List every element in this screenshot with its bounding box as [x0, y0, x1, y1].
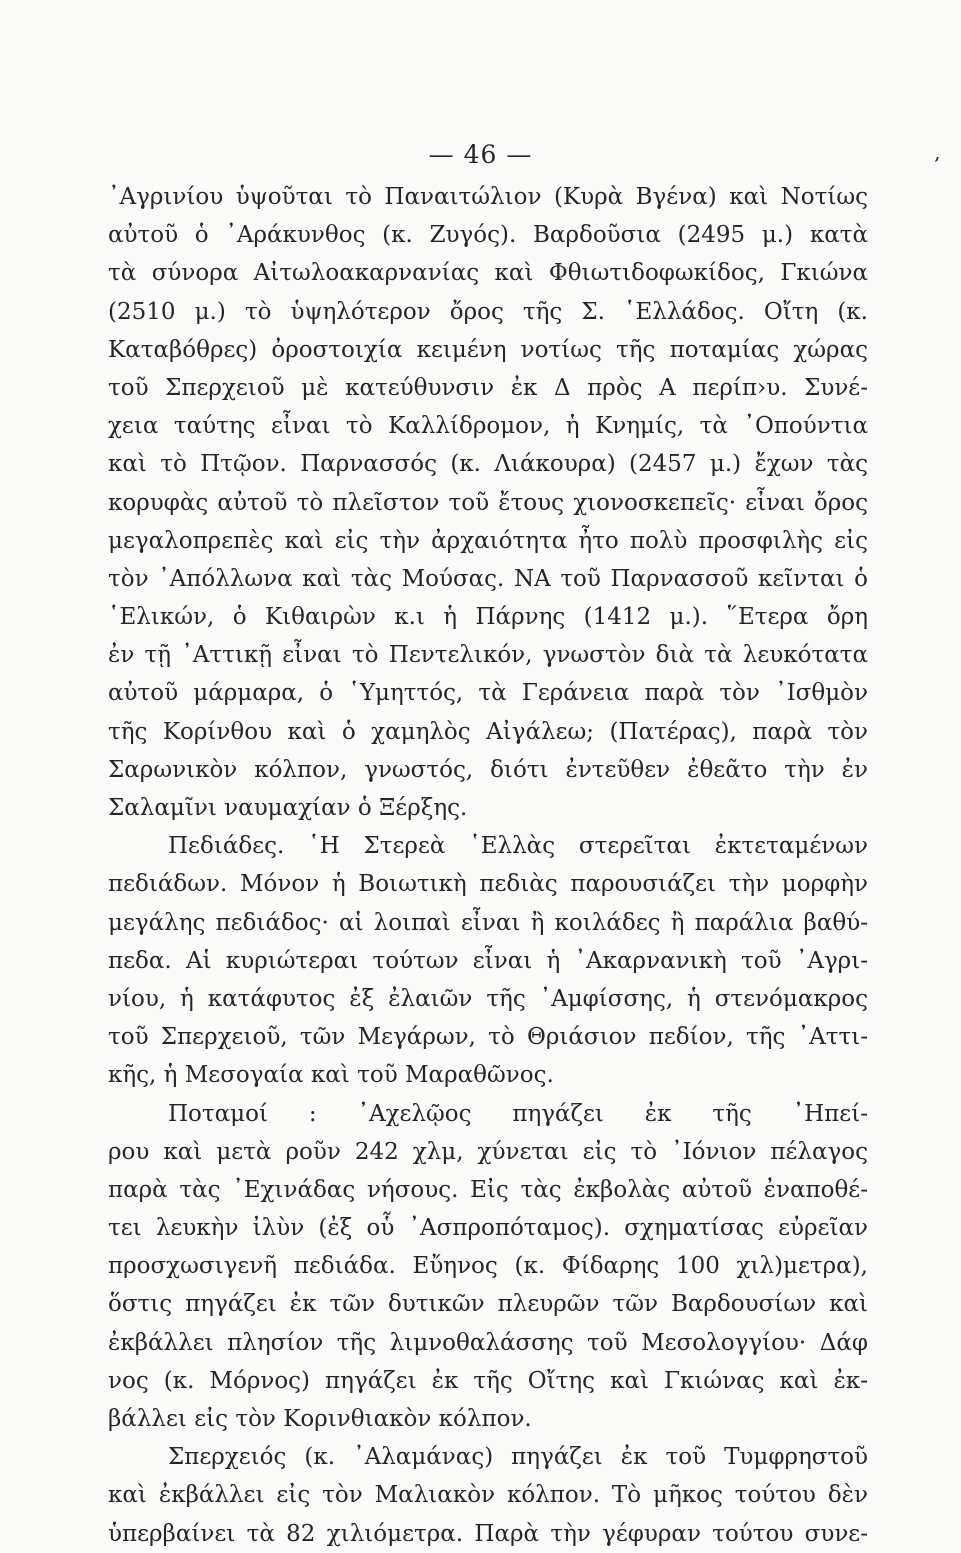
text-line: τοῦ Σπερχειοῦ, τῶν Μεγάρων, τὸ Θριάσιον πεδίον, τῆς ᾿Αττι- [108, 1024, 868, 1051]
text-line: Καταβόθρες) ὀροστοιχία κειμένη νοτίως τῆς ποταμίας χώρας [108, 336, 868, 363]
text-line: ἐν τῇ ᾿Αττικῇ εἶναι τὸ Πεντελικόν, γνωστὸν διὰ τὰ λευκότατα [108, 642, 868, 669]
text-line: τοῦ Σπερχειοῦ μὲ κατεύθυνσιν ἐκ Δ πρὸς Α περίπ›υ. Συνέ- [108, 374, 868, 401]
text-line: ὑπερβαίνει τὰ 82 χιλιόμετρα. Παρὰ τὴν γέφυραν τούτου συνε- [108, 1520, 868, 1547]
text-line: αὐτοῦ ὁ ᾿Αράκυνθος (κ. Ζυγός). Βαρδοῦσια (2495 μ.) κατὰ [108, 222, 868, 249]
text-line: Σαρωνικὸν κόλπον, γνωστός, διότι ἐντεῦθεν ἐθεᾶτο τὴν ἐν [108, 756, 868, 783]
text-line: παρὰ τὰς ᾿Εχινάδας νήσους. Εἰς τὰς ἐκβολὰς αὐτοῦ ἐναποθέ- [108, 1176, 868, 1203]
text-line: ρου καὶ μετὰ ροῦν 242 χλμ, χύνεται εἰς τὸ ᾿Ιόνιον πέλαγος [108, 1138, 868, 1165]
text-line: χεια ταύτης εἶναι τὸ Καλλίδρομον, ἡ Κνημίς, τὰ ᾿Οπούντια [108, 413, 868, 440]
text-line: αὐτοῦ μάρμαρα, ὁ ῾Υμηττός, τὰ Γεράνεια παρὰ τὸν ᾿Ισθμὸν [108, 680, 868, 707]
text-line: μεγαλοπρεπὲς καὶ εἰς τὴν ἀρχαιότητα ἦτο πολὺ προσφιλὴς εἰς [108, 527, 868, 554]
text-line: τει λευκὴν ἰλὺν (ἐξ οὗ ᾿Ασπροπόταμος). σχηματίσας εὐρεῖαν [108, 1215, 868, 1242]
text-line: νος (κ. Μόρνος) πηγάζει ἐκ τῆς Οἴτης καὶ Γκιώνας καὶ ἐκ- [108, 1367, 868, 1394]
text-line: κορυφὰς αὐτοῦ τὸ πλεῖστον τοῦ ἔτους χιονοσκεπεῖς· εἶναι ὄρος [108, 489, 868, 516]
text-line: καὶ τὸ Πτῷον. Παρνασσός (κ. Λιάκουρα) (2457 μ.) ἔχων τὰς [108, 451, 868, 478]
text-line: μεγάλης πεδιάδος· αἱ λοιπαὶ εἶναι ἢ κοιλάδες ἢ παράλια βαθύ- [108, 909, 868, 936]
text-line: (2510 μ.) τὸ ὑψηλότερον ὄρος τῆς Σ. ῾Ελλάδος. Οἴτη (κ. [108, 298, 868, 325]
text-line: κῆς, ἡ Μεσογαία καὶ τοῦ Μαραθῶνος. [108, 1062, 554, 1089]
text-line: ᾿Αγρινίου ὑψοῦται τὸ Παναιτώλιον (Κυρὰ Βγένα) καὶ Νοτίως [108, 184, 868, 210]
section-heading-line: Σπερχειός (κ. ᾿Αλαμάνας) πηγάζει ἐκ τοῦ Τυμφρηστοῦ [168, 1444, 868, 1471]
text-line: νίου, ἡ κατάφυτος ἐξ ἐλαιῶν τῆς ᾿Αμφίσσης, ἡ στενόμακρος [108, 985, 868, 1012]
section-heading-line: Πεδιάδες. ῾Η Στερεὰ ῾Ελλὰς στερεῖται ἐκτεταμένων [168, 833, 868, 860]
text-line: ὅστις πηγάζει ἐκ τῶν δυτικῶν πλευρῶν τῶν Βαρδουσίων καὶ [108, 1291, 868, 1318]
section-heading-line: Ποταμοί : ᾿Αχελῷος πηγάζει ἐκ τῆς ᾿Ηπεί- [168, 1100, 868, 1127]
text-line: Σαλαμῖνι ναυμαχίαν ὁ Ξέρξης. [108, 795, 468, 821]
text-line: βάλλει εἰς τὸν Κορινθιακὸν κόλπον. [108, 1406, 532, 1432]
text-line: πεδα. Αἱ κυριώτεραι τούτων εἶναι ἡ ᾿Ακαρνανικὴ τοῦ ᾿Αγρι- [108, 947, 868, 974]
text-line: πεδιάδων. Μόνον ἡ Βοιωτικὴ πεδιὰς παρουσιάζει τὴν μορφὴν [108, 871, 868, 898]
text-line: προσχωσιγενῆ πεδιάδα. Εὔηνος (κ. Φίδαρης 100 χιλ)μετρα), [108, 1253, 868, 1280]
body-text [108, 178, 868, 1553]
margin-mark: ‚ [934, 140, 941, 164]
text-line: τὰ σύνορα Αἰτωλοακαρνανίας καὶ Φθιωτιδοφωκίδος, Γκιώνα [108, 260, 868, 287]
text-line: τὸν ᾿Απόλλωνα καὶ τὰς Μούσας. ΝΑ τοῦ Παρνασσοῦ κεῖνται ὁ [108, 565, 868, 592]
text-line: καὶ ἐκβάλλει εἰς τὸν Μαλιακὸν κόλπον. Τὸ μῆκος τούτου δὲν [108, 1482, 868, 1509]
text-line: ῾Ελικών, ὁ Κιθαιρὼν κ.ι ἡ Πάρνης (1412 μ.). ῞Ετερα ὄρη [108, 604, 868, 631]
text-line: τῆς Κορίνθου καὶ ὁ χαμηλὸς Αἰγάλεω; (Πατέρας), παρὰ τὸν [108, 718, 868, 745]
page-number: — 46 — [428, 140, 533, 169]
text-line: ἐκβάλλει πλησίον τῆς λιμνοθαλάσσης τοῦ Μεσολογγίου· Δάφ [108, 1329, 868, 1356]
